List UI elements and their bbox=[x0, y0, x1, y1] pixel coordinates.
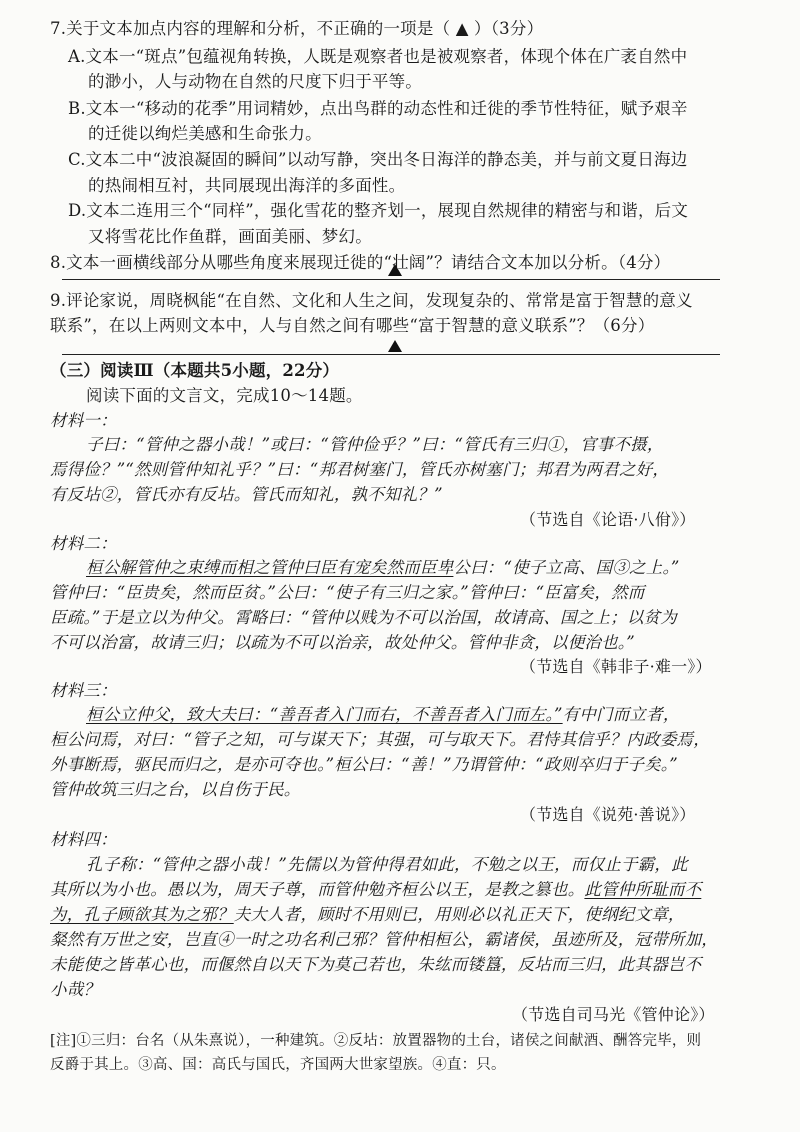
section-intro: 阅读下面的文言文，完成10～14题。 bbox=[86, 386, 363, 405]
material-4-line-start: 其所以为小也。愚以为，周天子尊，而管仲勉齐桓公以王，是教之篡也。 bbox=[50, 880, 585, 899]
material-3-line: 管仲故筑三归之台，以自伤于民。 bbox=[50, 780, 301, 799]
material-3-label: 材料三： bbox=[50, 681, 117, 700]
material-4-line bbox=[50, 904, 685, 926]
material-4-underlined-sentence-cont: 为，孔子顾欲其为之邪？ bbox=[50, 905, 234, 924]
material-1-source: （节选自《论语·八佾》） bbox=[520, 510, 696, 529]
material-2-line-rest: 公曰：“使子立高、国③之上。” bbox=[453, 558, 680, 577]
material-1-line: 有反坫②，管氏亦有反坫。管氏而知礼，孰不知礼？” bbox=[50, 485, 443, 504]
material-4-line-rest: 夫大人者，顾时不用则已，用则必以礼正天下，使纲纪文章， bbox=[233, 905, 685, 924]
material-2-line: 臣疏。”于是立以为仲父。霄略曰：“管仲以贱为不可以治国，故请高、国之上；以贫为 bbox=[50, 608, 677, 627]
material-4-line bbox=[50, 879, 701, 901]
q7-option-d: D.文本二连用三个“同样”，强化雪花的整齐划一，展现自然规律的精密与和谐，后文 bbox=[68, 201, 689, 220]
q9-stem-cont: 联系”，在以上两则文本中，人与自然之间有哪些“富于智慧的意义联系”？（6分） bbox=[50, 316, 655, 335]
q7-stem: 7.关于文本加点内容的理解和分析，不正确的一项是（ ▲ ）（3分） bbox=[50, 19, 544, 38]
material-2-label: 材料二： bbox=[50, 534, 117, 553]
q7-option-a: A.文本一“斑点”包蕴视角转换，人既是观察者也是被观察者，体现个体在广袤自然中 bbox=[68, 47, 688, 66]
material-4-line: 未能使之皆革心也，而偃然自以天下为莫己若也，朱纮而镂簋，反坫而三归，此其器岂不 bbox=[50, 955, 702, 974]
answer-marker-icon bbox=[388, 264, 402, 276]
material-4-line: 粲然有万世之安，岂直④一时之功名利己邪？管仲相桓公，霸诸侯，虽迹所及，冠带所加， bbox=[50, 930, 718, 949]
answer-line bbox=[62, 354, 720, 355]
material-2-source: （节选自《韩非子·难一》） bbox=[520, 657, 712, 676]
material-3-line: 外事断焉，驱民而归之，是亦可夺也。”桓公曰：“善！”乃谓管仲：“政则卒归于子矣。” bbox=[50, 755, 678, 774]
material-3-underlined-sentence: 桓公立仲父，致大夫曰：“善吾者入门而右，不善吾者入门而左。” bbox=[86, 705, 563, 724]
material-3-source: （节选自《说苑·善说》） bbox=[520, 805, 696, 824]
material-1-line: 子曰：“管仲之器小哉！”或曰：“管仲俭乎？”曰：“管氏有三归①，官事不摄， bbox=[86, 435, 664, 454]
q7-option-c-cont: 的热闹相互衬，共同展现出海洋的多面性。 bbox=[88, 176, 406, 195]
footnotes-cont: 反爵于其上。③高、国：高氏与国氏，齐国两大世家望族。④直：只。 bbox=[50, 1057, 506, 1073]
material-2-underlined-sentence: 桓公解管仲之束缚而相之管仲曰臣有宠矣然而臣卑 bbox=[86, 558, 454, 577]
material-1-label: 材料一： bbox=[50, 411, 117, 430]
material-1-line: 焉得俭？”“然则管仲知礼乎？”曰：“邦君树塞门，管氏亦树塞门；邦君为两君之好， bbox=[50, 460, 670, 479]
q7-option-d-cont: 又将雪花比作鱼群，画面美丽、梦幻。 bbox=[88, 227, 372, 246]
material-2-line bbox=[86, 557, 680, 579]
answer-marker-icon bbox=[388, 340, 402, 352]
material-4-line: 孔子称：“管仲之器小哉！”先儒以为管仲得君如此，不勉之以王，而仅止于霸，此 bbox=[86, 855, 688, 874]
q7-option-a-cont: 的渺小，人与动物在自然的尺度下归于平等。 bbox=[88, 72, 422, 91]
material-4-line: 小哉？ bbox=[50, 980, 101, 999]
section-heading: （三）阅读Ⅲ（本题共5小题，22分） bbox=[50, 361, 340, 380]
material-4-source: （节选自司马光《管仲论》） bbox=[512, 1005, 715, 1024]
q9-stem: 9.评论家说，周晓枫能“在自然、文化和人生之间，发现复杂的、常常是富于智慧的意义 bbox=[50, 291, 693, 310]
material-3-line-rest: 有中门而立者， bbox=[562, 705, 680, 724]
material-3-line bbox=[86, 704, 680, 726]
material-4-underlined-sentence: 此管仲所耻而不 bbox=[584, 880, 702, 899]
q7-option-b-cont: 的迁徙以绚烂美感和生命张力。 bbox=[88, 124, 322, 143]
material-2-line: 不可以治富，故请三归；以疏为不可以治亲，故处仲父。管仲非贪，以便治也。” bbox=[50, 633, 635, 652]
material-2-line: 管仲曰：“臣贵矣，然而臣贫。”公曰：“使子有三归之家。”管仲曰：“臣富矣，然而 bbox=[50, 583, 645, 602]
q7-option-c: C.文本二中“波浪凝固的瞬间”以动写静，突出冬日海洋的静态美，并与前文夏日海边 bbox=[68, 150, 688, 169]
q8-stem: 8.文本一画横线部分从哪些角度来展现迁徙的“壮阔”？请结合文本加以分析。（4分） bbox=[50, 253, 671, 272]
footnotes: [注]①三归：台名（从朱熹说），一种建筑。②反坫：放置器物的土台，诸侯之间献酒、酬答完毕，则 bbox=[50, 1033, 702, 1049]
answer-line bbox=[62, 279, 720, 280]
material-3-line: 桓公问焉，对曰：“管子之知，可与谋天下；其强，可与取天下。君恃其信乎？内政委焉， bbox=[50, 730, 710, 749]
q7-option-b: B.文本一“移动的花季”用词精妙，点出鸟群的动态性和迁徙的季节性特征，赋予艰辛 bbox=[68, 99, 688, 118]
material-4-label: 材料四： bbox=[50, 830, 117, 849]
